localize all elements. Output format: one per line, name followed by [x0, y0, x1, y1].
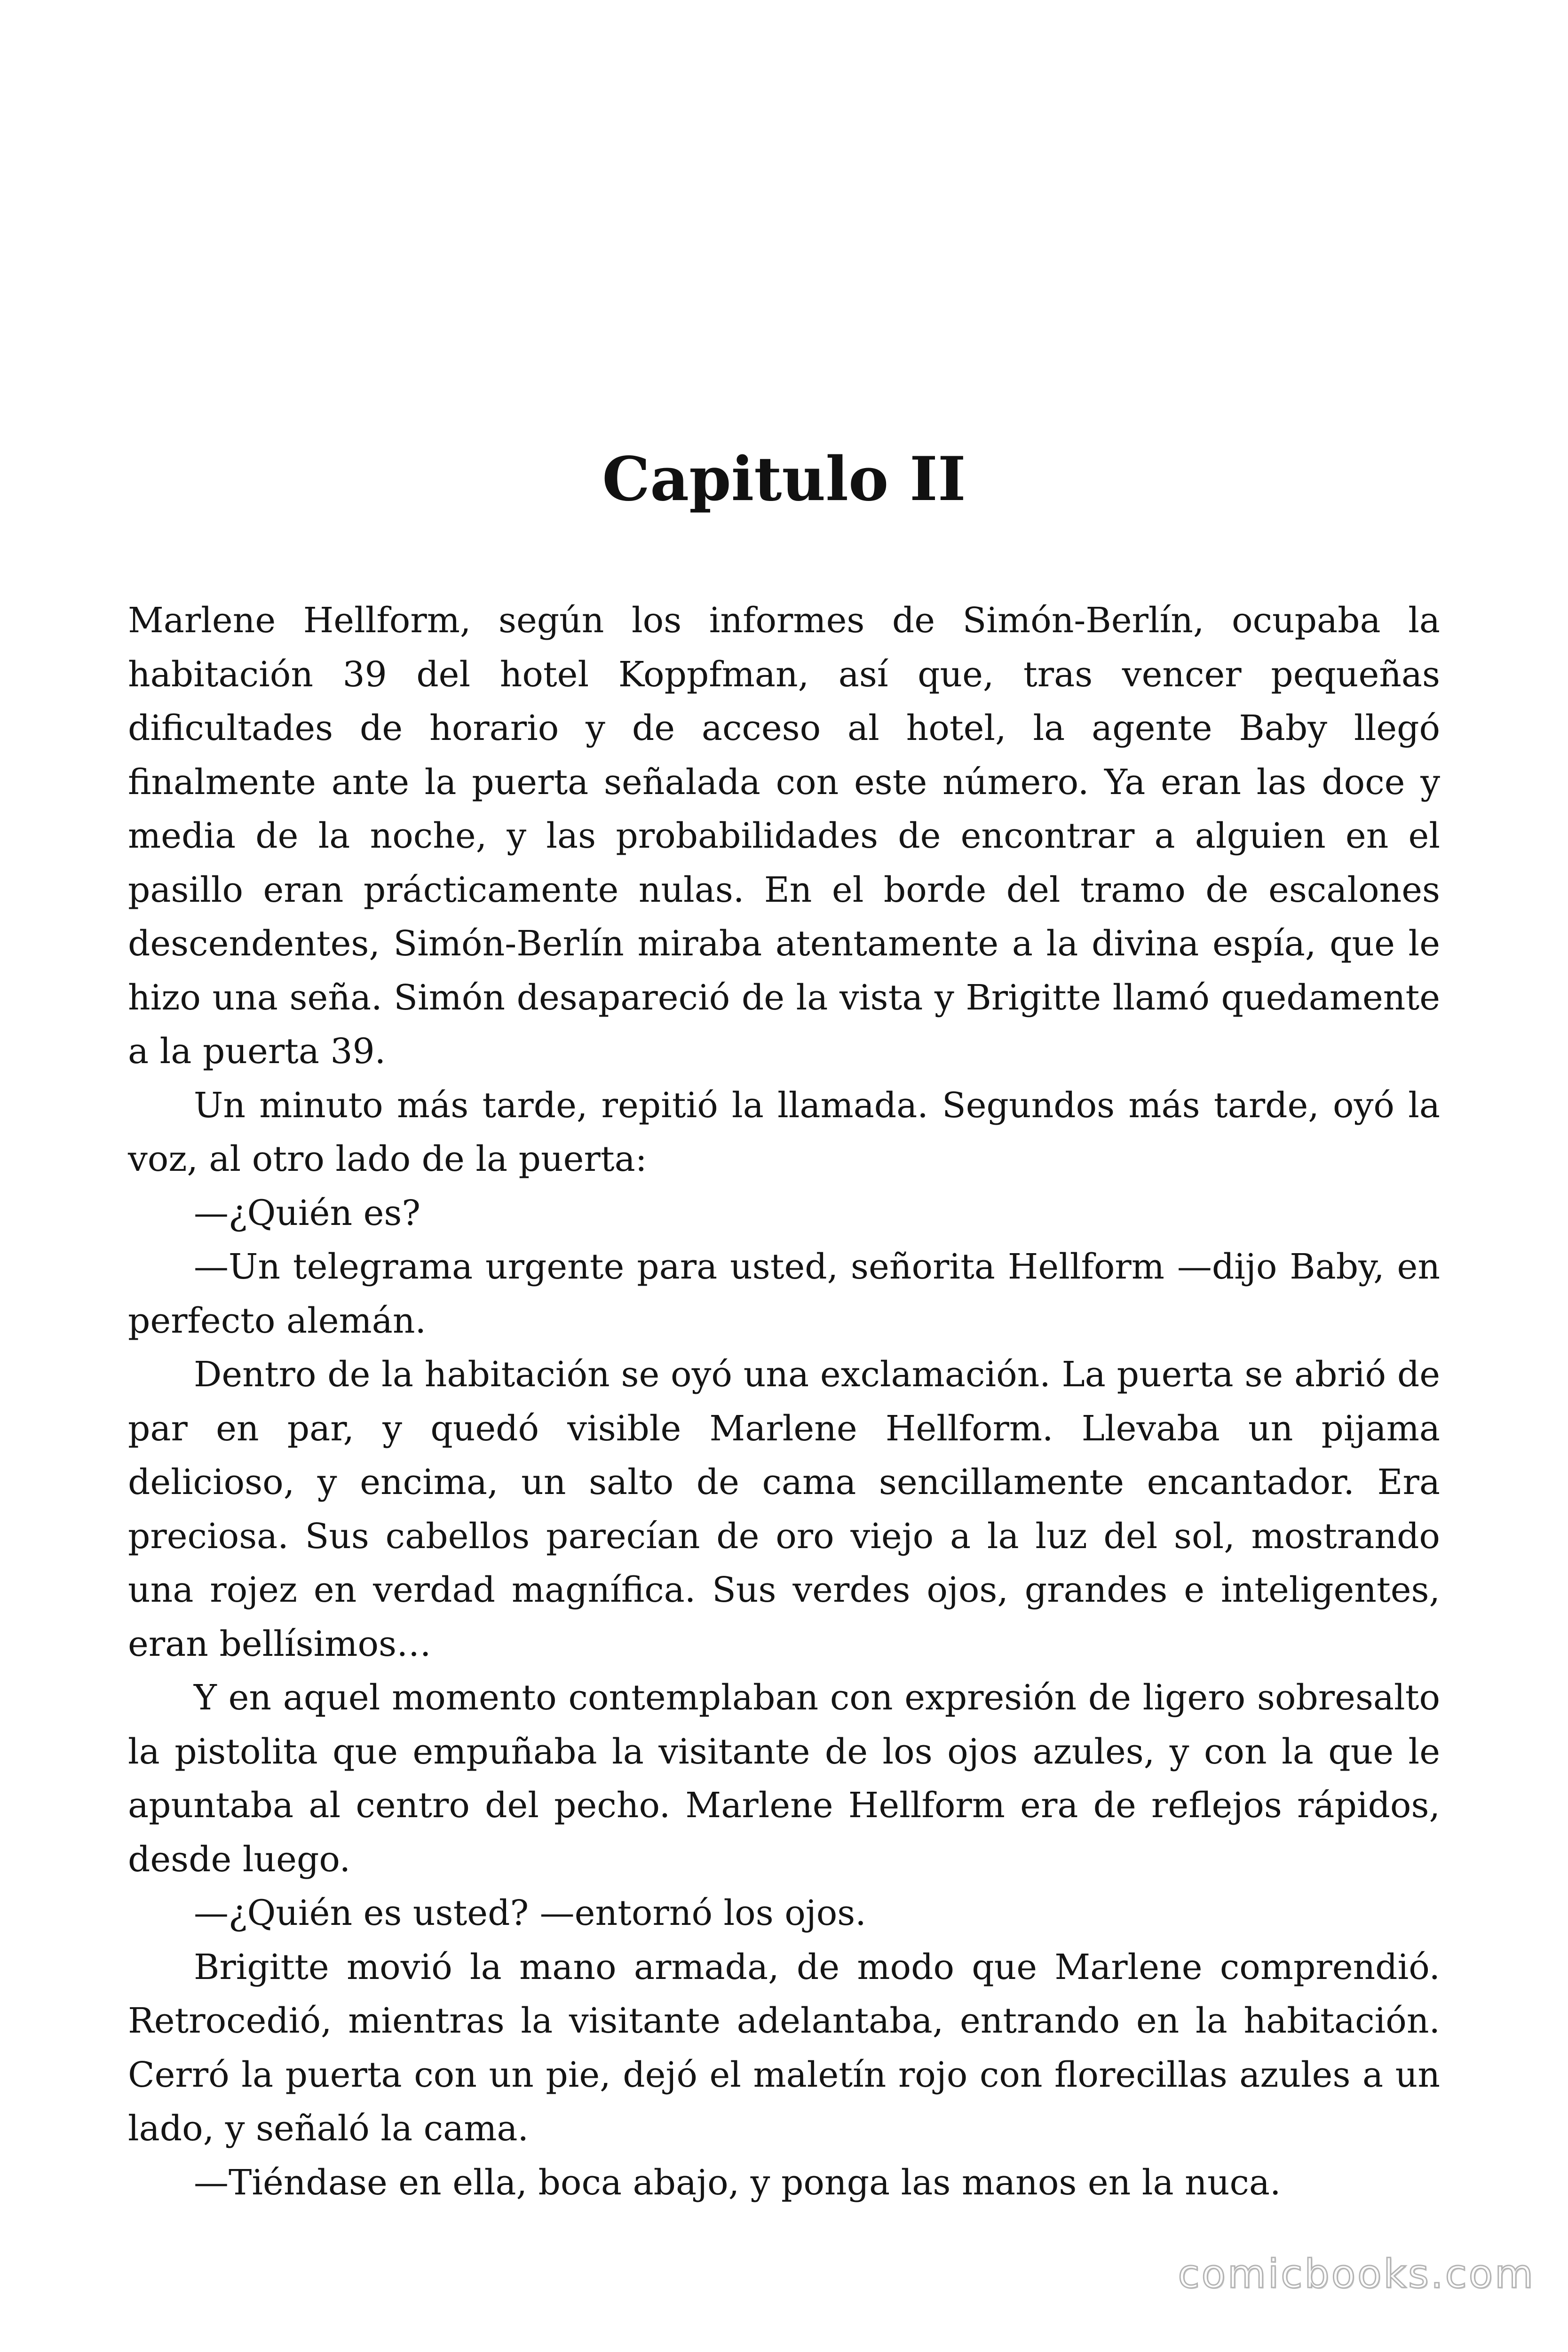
- paragraph: Brigitte movió la mano armada, de modo que Marlene comprendió. Retrocedió, mientras la visitante adelantaba, entrando en la habitación. Cerró la puerta con un pie, dejó el maletín rojo con florecillas azules a un lado, y señaló la cama.: [128, 1947, 1440, 2149]
- paragraph: —Un telegrama urgente para usted, señorita Hellform —dijo Baby, en perfecto alemán.: [128, 1247, 1440, 1341]
- paragraph: —Tiéndase en ella, boca abajo, y ponga las manos en la nuca.: [194, 2162, 1281, 2203]
- body-text: [128, 594, 1440, 2209]
- chapter-title: Capitulo II: [602, 444, 966, 515]
- paragraph: Un minuto más tarde, repitió la llamada. Segundos más tarde, oyó la voz, al otro lado de la puerta:: [128, 1085, 1440, 1179]
- paragraph: —¿Quién es?: [194, 1192, 421, 1233]
- paragraph: Y en aquel momento contemplaban con expresión de ligero sobresalto la pistolita que empuñaba la visitante de los ojos azules, y con la que le apuntaba al centro del pecho. Marlene Hellform era de reflejos rápidos, desde luego.: [128, 1677, 1440, 1880]
- paragraph: Marlene Hellform, según los informes de Simón-Berlín, ocupaba la habitación 39 del hotel Koppfman, así que, tras vencer pequeñas dificultades de horario y de acceso al hotel, la agente Baby llegó finalmente ante la puerta señalada con este número. Ya eran las doce y media de la noche, y las probabilidades de encontrar a alguien en el pasillo eran prácticamente nulas. En el borde del tramo de escalones descendentes, Simón-Berlín miraba atentamente a la divina espía, que le hizo una seña. Simón desapareció de la vista y Brigitte llamó quedamente a la puerta 39.: [128, 600, 1440, 1072]
- paragraph: Dentro de la habitación se oyó una exclamación. La puerta se abrió de par en par, y quedó visible Marlene Hellform. Llevaba un pijama delicioso, y encima, un salto de cama sencillamente encantador. Era preciosa. Sus cabellos parecían de oro viejo a la luz del sol, mostrando una rojez en verdad magnífica. Sus verdes ojos, grandes e inteligentes, eran bellísimos…: [128, 1354, 1440, 1664]
- watermark: comicbooks.com: [1178, 2251, 1535, 2297]
- paragraph: —¿Quién es usted? —entornó los ojos.: [194, 1893, 866, 1933]
